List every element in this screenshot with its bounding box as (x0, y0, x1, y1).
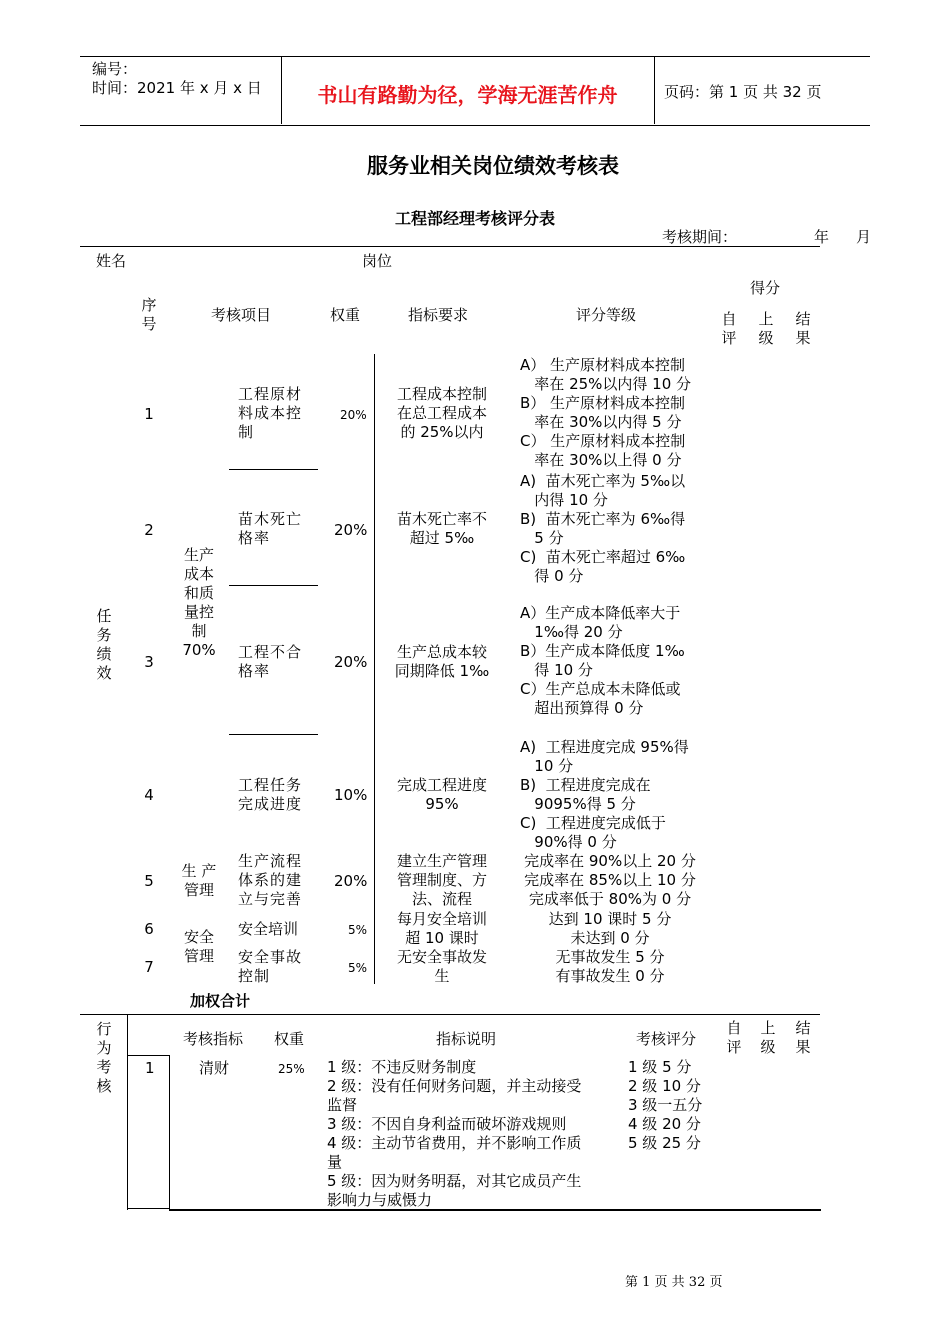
row-grade: A） 生产原材料成本控制 率在 25%以内得 10 分 B） 生产原材料成本控制 率在 30%以内得 5 分 C） 生产原材料成本控制 率在 30%以上得 0 分 (520, 356, 692, 469)
desc-header: 指标说明 (436, 1030, 497, 1048)
row-grade: 完成率在 90%以上 20 分 完成率在 85%以上 10 分 完成率低于 80%为 0 分 (524, 852, 696, 908)
behavior-label: 行 为 考 核 (96, 1020, 112, 1095)
row-requirement: 建立生产管理 管理制度、方 法、流程 (396, 852, 487, 908)
row-seq: 5 (144, 872, 154, 890)
behavior-row-seq: 1 (145, 1059, 155, 1077)
table-top-rule (80, 246, 820, 247)
behavior-divider (169, 1055, 170, 1209)
time-label: 时间：2021 年 x 月 x 日 (92, 79, 262, 97)
period-label: 考核期间： (662, 228, 738, 246)
behavior-weight-header: 权重 (274, 1030, 305, 1048)
row-weight: 20% (334, 521, 368, 539)
behavior-divider (127, 1014, 128, 1210)
behavior-top-rule (80, 1014, 820, 1015)
row-weight: 20% (340, 408, 367, 422)
page-title: 服务业相关岗位绩效考核表 (367, 153, 619, 178)
superior-header: 上 级 (758, 310, 774, 347)
row-weight: 20% (334, 872, 368, 890)
row-requirement: 工程成本控制 在总工程成本 的 25%以内 (396, 385, 487, 441)
weighted-total-label: 加权合计 (190, 992, 251, 1010)
row-weight: 5% (348, 961, 368, 975)
row-weight: 10% (334, 786, 368, 804)
page-subtitle: 工程部经理考核评分表 (394, 209, 555, 228)
row-item: 工程不合 格率 (238, 643, 303, 680)
behavior-superior-header: 上 级 (760, 1019, 776, 1056)
row-seq: 3 (144, 653, 154, 671)
row-seq: 6 (144, 920, 154, 938)
result-header: 结 果 (795, 310, 811, 347)
behavior-row-rule (127, 1055, 169, 1056)
row-rule (229, 469, 318, 470)
score-header: 得分 (750, 279, 781, 297)
number-label: 编号： (92, 60, 138, 78)
row-requirement: 苗木死亡率不 超过 5‰ (396, 510, 487, 547)
row-item: 安全事故 控制 (238, 948, 303, 985)
row-seq: 7 (144, 958, 154, 976)
header-divider (654, 56, 655, 124)
row-item: 工程原材 料成本控 制 (238, 385, 303, 441)
row-requirement: 每月安全培训 超 10 课时 (396, 910, 487, 947)
position-label: 岗位 (362, 252, 393, 270)
category-management: 生 产 管理 (181, 862, 217, 899)
row-requirement: 生产总成本较 同期降低 1‰ (394, 643, 490, 680)
behavior-row-weight: 25% (278, 1062, 305, 1076)
row-weight: 5% (348, 923, 368, 937)
row-rule (229, 585, 318, 586)
seq-header: 序 号 (141, 296, 157, 333)
row-requirement: 无安全事故发 生 (396, 948, 487, 985)
behavior-row-indicator: 清财 (199, 1059, 230, 1077)
row-grade: 无事故发生 5 分 有事故发生 0 分 (555, 948, 665, 985)
category-production: 生产 成本 和质 量控 制 70% (182, 546, 216, 659)
behavior-row-score: 1 级 5 分 2 级 10 分 3 级一五分 4 级 20 分 5 级 25 分 (628, 1058, 703, 1152)
row-item: 苗木死亡 格率 (238, 510, 303, 547)
category-safety: 安全 管理 (183, 928, 214, 965)
item-header: 考核项目 (211, 306, 272, 324)
behavior-self-header: 自 评 (726, 1019, 742, 1056)
indicator-header: 考核指标 (183, 1030, 244, 1048)
behavior-result-header: 结 果 (795, 1019, 811, 1056)
behavior-row-desc: 1 级：不违反财务制度 2 级：没有任何财务问题，并主动接受 监督 3 级：不因自身利益而破坏游戏规则 4 级：主动节省费用，并不影响工作质 量 5 级：因为财务明磊，对其它成员产生 影响力与威慑力 (327, 1058, 582, 1209)
column-rule (374, 354, 375, 984)
page-footer: 第 1 页 共 32 页 (625, 1275, 723, 1290)
row-seq: 1 (144, 405, 154, 423)
row-requirement: 完成工程进度 95% (396, 776, 487, 813)
period-month: 月 (856, 228, 872, 246)
row-item: 安全培训 (238, 920, 299, 938)
weight-header: 权重 (330, 306, 361, 324)
row-grade: 达到 10 课时 5 分 未达到 0 分 (548, 910, 672, 947)
row-seq: 4 (144, 786, 154, 804)
row-grade: A) 苗木死亡率为 5‰以 内得 10 分 B) 苗木死亡率为 6‰得 5 分 C) 苗木死亡率超过 6‰ 得 0 分 (520, 472, 686, 585)
row-weight: 20% (334, 653, 368, 671)
task-performance-label: 任 务 绩 效 (96, 607, 112, 682)
name-label: 姓名 (96, 252, 127, 270)
motto: 书山有路勤为径，学海无涯苦作舟 (317, 83, 618, 107)
period-year: 年 (814, 228, 830, 246)
grade-header: 评分等级 (576, 306, 637, 324)
row-rule (229, 734, 318, 735)
row-seq: 2 (144, 521, 154, 539)
row-grade: A）生产成本降低率大于 1‰得 20 分 B）生产成本降低度 1‰ 得 10 分 C）生产总成本未降低或 超出预算得 0 分 (520, 604, 685, 717)
requirement-header: 指标要求 (408, 306, 469, 324)
self-header: 自 评 (721, 310, 737, 347)
page-info: 页码：第 1 页 共 32 页 (664, 83, 822, 101)
behavior-row-rule (127, 1208, 169, 1209)
row-grade: A) 工程进度完成 95%得 10 分 B) 工程进度完成在 9095%得 5 分 C) 工程进度完成低于 90%得 0 分 (520, 738, 689, 851)
behavior-score-header: 考核评分 (636, 1030, 697, 1048)
row-item: 生产流程 体系的建 立与完善 (238, 852, 303, 908)
row-item: 工程任务 完成进度 (238, 776, 303, 813)
